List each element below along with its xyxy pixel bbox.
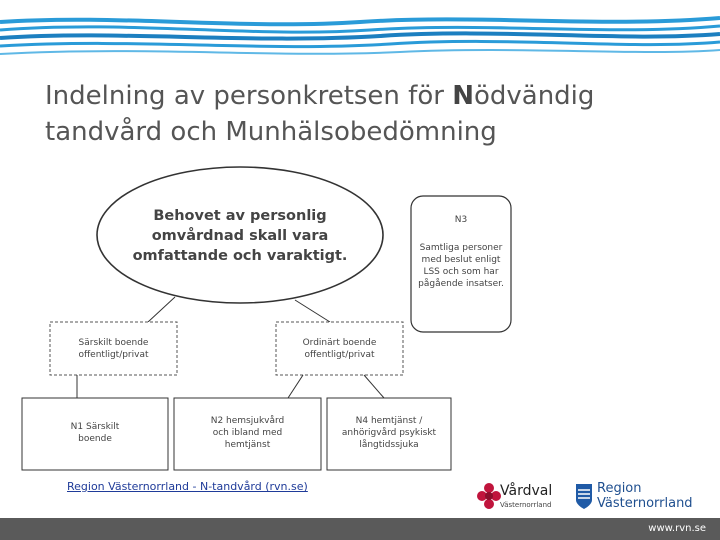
n3-label: N3 <box>454 215 468 225</box>
region-logo <box>575 480 715 514</box>
sarskilt-line-1: Särskilt boende <box>78 338 149 348</box>
vardval-logo <box>476 480 566 514</box>
n4-text <box>329 415 449 451</box>
n3-line-2: med beslut enligt <box>421 255 501 265</box>
n3-line-3: LSS och som har <box>423 267 499 277</box>
n3-line-4: pågående insatser. <box>418 279 504 289</box>
vardval-sub: Västernorrland <box>500 501 552 509</box>
connector-ordinart-n2 <box>288 375 303 398</box>
connector-ordinart-n4 <box>364 375 384 398</box>
ellipse-line-1: Behovet av personlig <box>153 208 327 224</box>
n3-line-1: Samtliga personer <box>419 243 503 253</box>
title-line1-bold: N <box>452 81 474 111</box>
vardval-cross-icon <box>476 482 502 512</box>
ordinart-line-2: offentligt/privat <box>304 350 375 360</box>
n1-line-1: N1 Särskilt <box>70 422 120 432</box>
region-line-1: Region <box>597 481 642 496</box>
footer-bar <box>0 518 720 540</box>
n2-text <box>176 415 319 451</box>
footer-url[interactable]: www.rvn.se <box>648 523 706 534</box>
n3-text <box>414 214 508 290</box>
n2-line-3: hemtjänst <box>224 440 271 450</box>
ellipse-line-2: omvårdnad skall vara <box>151 228 329 244</box>
title-line1-prefix: Indelning av personkretsen för <box>45 81 453 111</box>
region-shield-icon <box>575 482 593 510</box>
region-link[interactable]: Region Västernorrland - N-tandvård (rvn.se) <box>67 480 308 493</box>
vardval-name: Vårdval <box>500 483 553 499</box>
region-line-2: Västernorrland <box>597 496 693 511</box>
connector-ellipse-sarskilt <box>148 297 175 322</box>
n2-line-2: och ibland med <box>212 428 283 438</box>
sarskilt-text <box>52 337 175 361</box>
ordinart-text <box>278 337 401 361</box>
title-line1-suffix: ödvändig <box>473 81 595 111</box>
sarskilt-line-2: offentligt/privat <box>78 350 149 360</box>
n2-line-1: N2 hemsjukvård <box>210 416 285 426</box>
n1-text <box>40 421 150 445</box>
title-line-2: tandvård och Munhälsobedömning <box>45 117 497 147</box>
ellipse-line-3: omfattande och varaktigt. <box>132 248 348 264</box>
n1-line-2: boende <box>78 434 112 444</box>
connector-ellipse-ordinart <box>295 300 330 322</box>
ordinart-line-1: Ordinärt boende <box>302 338 377 348</box>
n4-line-3: långtidssjuka <box>359 440 419 450</box>
n4-line-2: anhörigvård psykiskt <box>341 428 437 438</box>
n4-line-1: N4 hemtjänst / <box>355 416 423 426</box>
ellipse-text <box>120 206 360 266</box>
